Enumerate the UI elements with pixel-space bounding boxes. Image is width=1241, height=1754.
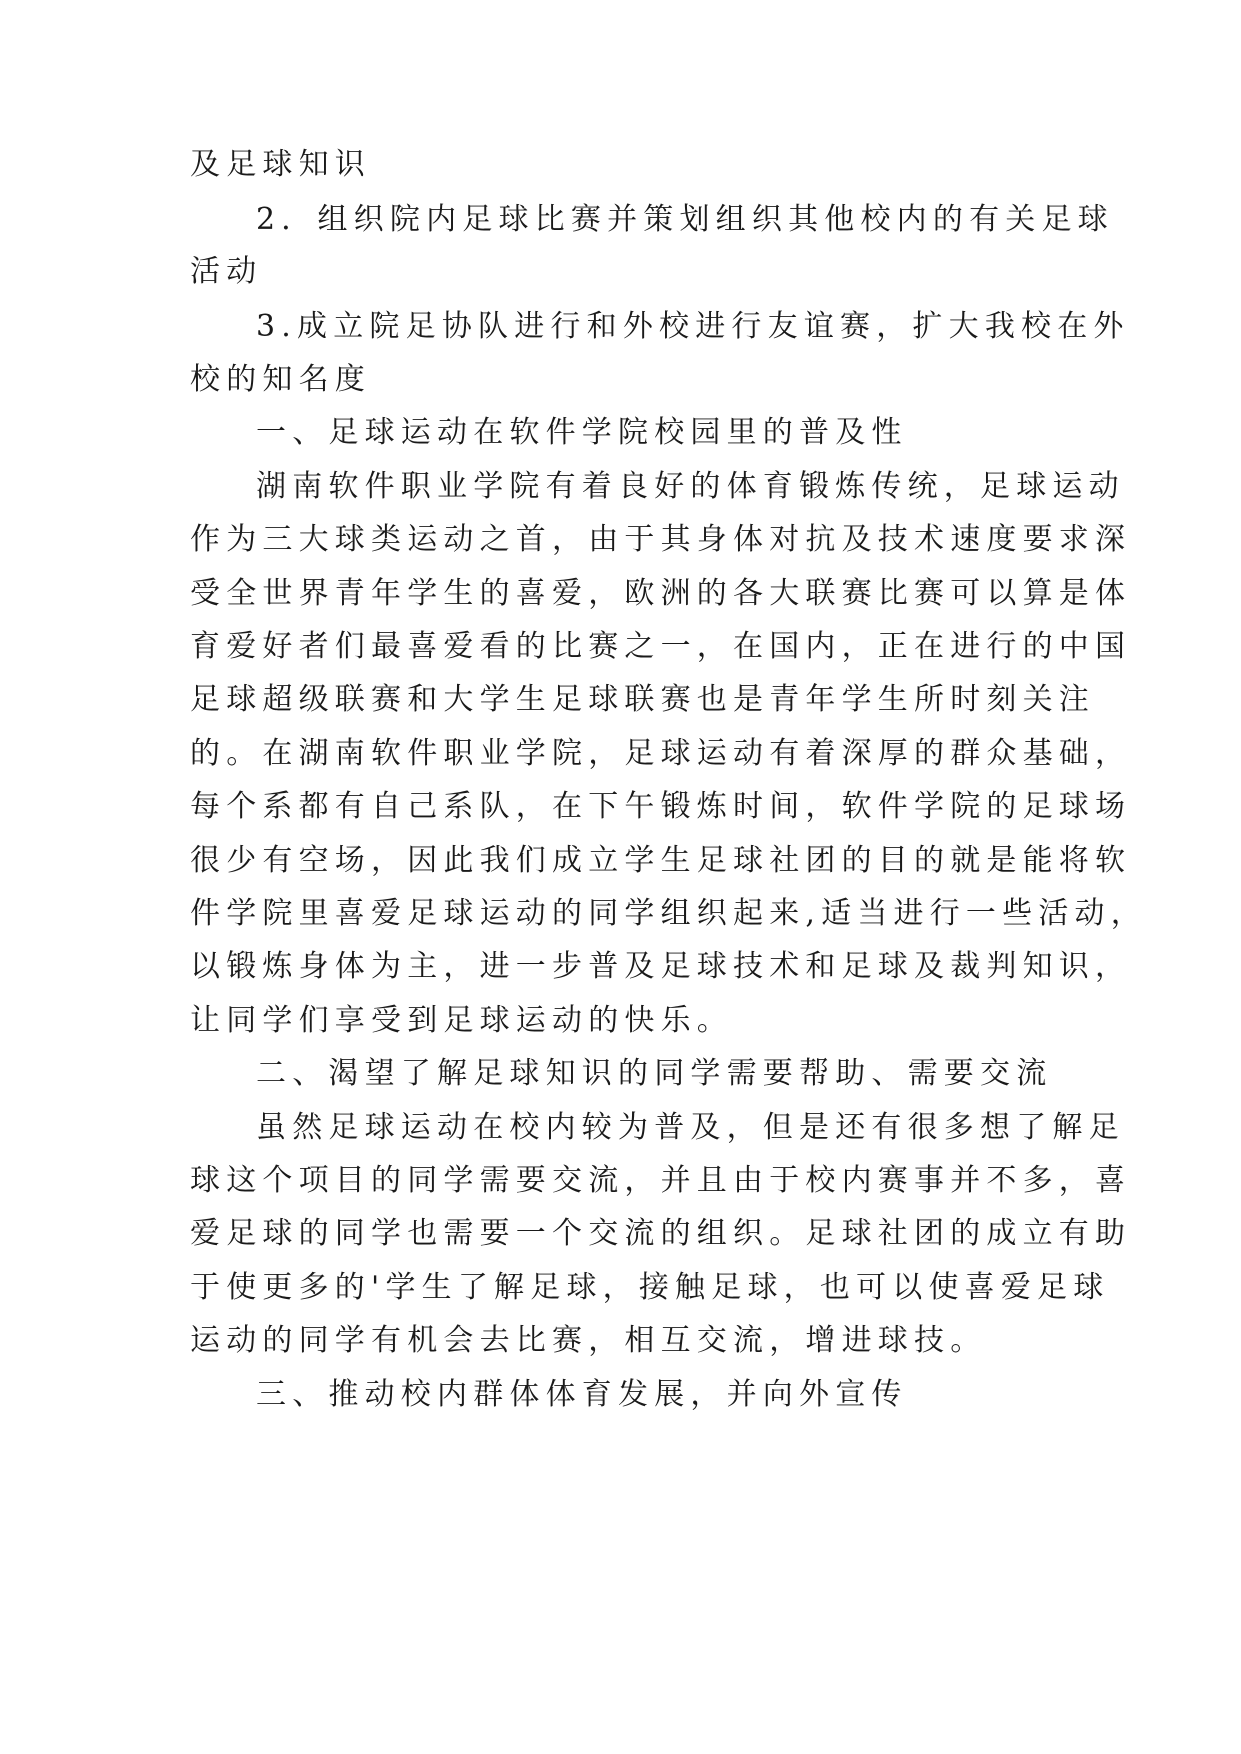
- paragraph-line: 爱足球的同学也需要一个交流的组织。足球社团的成立有助: [190, 1216, 1132, 1251]
- paragraph-line: 足球超级联赛和大学生足球联赛也是青年学生所时刻关注: [190, 682, 1095, 717]
- paragraph-line: 的。在湖南软件职业学院，足球运动有着深厚的群众基础，: [190, 736, 1132, 771]
- paragraph-line: 球这个项目的同学需要交流，并且由于校内赛事并不多，喜: [190, 1163, 1132, 1198]
- paragraph-line: 很少有空场，因此我们成立学生足球社团的目的就是能将软: [190, 843, 1132, 878]
- section-heading-1: 一、足球运动在软件学院校园里的普及性: [256, 415, 908, 450]
- paragraph-line: 虽然足球运动在校内较为普及，但是还有很多想了解足: [256, 1110, 1125, 1145]
- paragraph-line: 湖南软件职业学院有着良好的体育锻炼传统，足球运动: [256, 469, 1125, 504]
- paragraph-line: 运动的同学有机会去比赛，相互交流，增进球技。: [190, 1323, 987, 1358]
- paragraph-line: 作为三大球类运动之首，由于其身体对抗及技术速度要求深: [190, 522, 1132, 557]
- text-line: 校的知名度: [190, 362, 371, 397]
- text-line: 及足球知识: [190, 147, 371, 182]
- paragraph-line: 受全世界青年学生的喜爱，欧洲的各大联赛比赛可以算是体: [190, 576, 1132, 611]
- paragraph-line: 于使更多的'学生了解足球，接触足球，也可以使喜爱足球: [190, 1270, 1110, 1305]
- section-heading-2: 二、渴望了解足球知识的同学需要帮助、需要交流: [256, 1056, 1053, 1091]
- paragraph-line: 让同学们享受到足球运动的快乐。: [190, 1003, 733, 1038]
- paragraph-line: 每个系都有自己系队，在下午锻炼时间，软件学院的足球场: [190, 789, 1132, 824]
- text-line: 活动: [190, 254, 263, 289]
- list-item-2: 2．组织院内足球比赛并策划组织其他校内的有关足球: [256, 202, 1114, 237]
- section-heading-3: 三、推动校内群体体育发展，并向外宣传: [256, 1377, 908, 1412]
- list-item-3: 3.成立院足协队进行和外校进行友谊赛，扩大我校在外: [256, 309, 1130, 344]
- paragraph-line: 以锻炼身体为主，进一步普及足球技术和足球及裁判知识，: [190, 949, 1132, 984]
- paragraph-line: 件学院里喜爱足球运动的同学组织起来,适当进行一些活动，: [190, 896, 1147, 931]
- paragraph-line: 育爱好者们最喜爱看的比赛之一，在国内，正在进行的中国: [190, 629, 1132, 664]
